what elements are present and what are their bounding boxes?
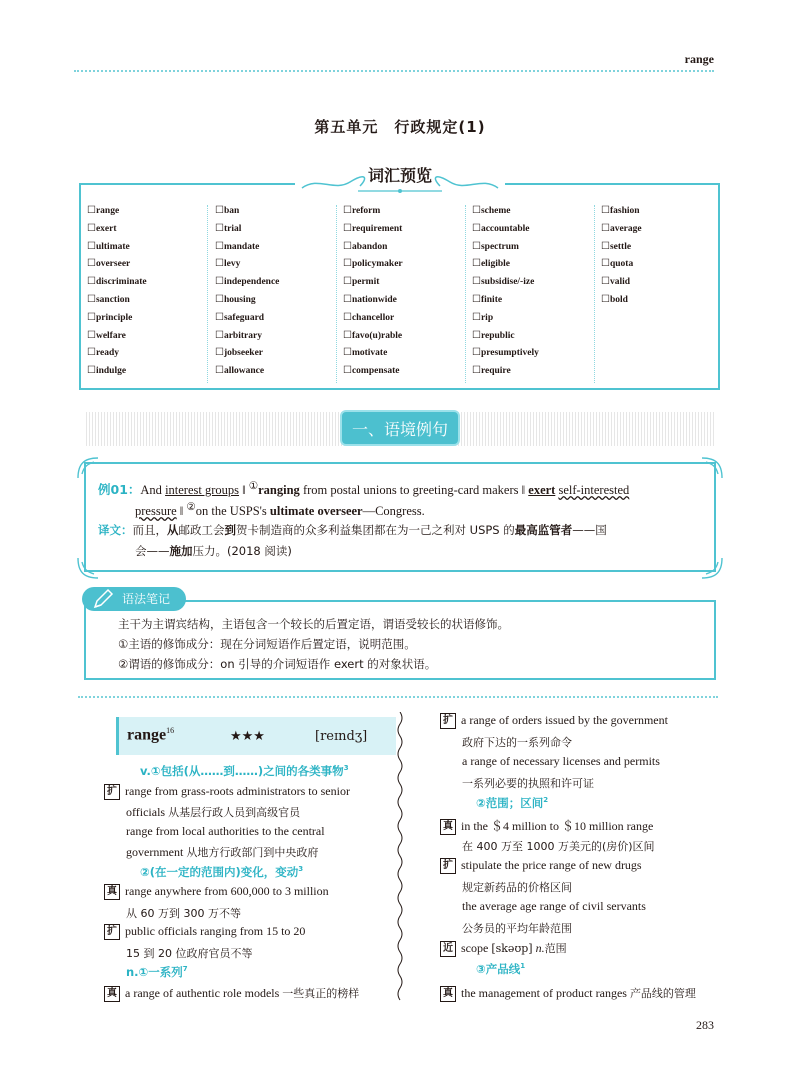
vocab-column-1 — [87, 205, 147, 383]
text: 贺卡制造商的众多利益集团都在为一己之利对 USPS 的 — [236, 523, 515, 537]
vocab-item[interactable]: ☐ republic — [472, 330, 539, 348]
text: stipulate the price range of new drugs — [461, 858, 642, 872]
text: range from grass-roots administrators to senior — [125, 784, 350, 798]
object-phrase-cont: pressure — [135, 504, 177, 519]
object-phrase: self-interested — [558, 483, 630, 498]
text: officials — [126, 805, 169, 819]
vocab-item[interactable]: ☐ mandate — [215, 241, 279, 259]
vocab-item[interactable]: ☐ levy — [215, 258, 279, 276]
text: 从 — [167, 523, 179, 537]
example-line — [104, 924, 305, 940]
example-line — [104, 884, 329, 900]
example-translation: 从 60 万到 300 万不等 — [126, 907, 241, 920]
corner-ornament-icon — [700, 456, 724, 480]
vocab-divider — [207, 205, 208, 383]
sense-heading — [126, 964, 188, 980]
sense-heading — [476, 795, 548, 811]
text: government — [126, 845, 187, 859]
vocab-item[interactable]: ☐ discriminate — [87, 276, 147, 294]
sense-heading — [476, 961, 525, 977]
entry-headword — [127, 726, 174, 744]
vocab-item[interactable]: ☐ abandon — [343, 241, 403, 259]
translation-line-1 — [98, 522, 607, 538]
example-label: 例01： — [98, 482, 141, 498]
text: 范围 — [544, 942, 567, 955]
column-divider — [396, 712, 404, 1004]
vocab-item[interactable]: ☐ indulge — [87, 365, 147, 383]
vocab-item[interactable]: ☐ presumptively — [472, 347, 539, 365]
vocab-item[interactable]: ☐ ban — [215, 205, 279, 223]
vocab-item[interactable]: ☐ settle — [601, 241, 642, 259]
corner-ornament-icon — [76, 456, 100, 480]
text: ‖ — [239, 483, 249, 498]
example-sentence-line-1 — [98, 480, 629, 498]
text: public officials ranging from 15 to 20 — [125, 924, 306, 938]
example-line — [440, 985, 696, 1002]
vocab-item[interactable]: ☐ motivate — [343, 347, 403, 365]
text: ‖ — [176, 504, 187, 519]
unit-title: 第五单元 行政规定(1) — [314, 118, 486, 136]
corner-ornament-icon — [700, 556, 724, 580]
section-title: 一、语境例句 — [340, 410, 460, 446]
vocab-item[interactable]: ☐ policymaker — [343, 258, 403, 276]
synonym-tag: 近 — [440, 941, 456, 957]
example-line: range from local authorities to the central — [126, 824, 325, 838]
header-divider — [74, 70, 714, 72]
translation-line-2 — [135, 543, 292, 559]
section-divider — [78, 696, 718, 698]
vocab-item[interactable]: ☐ favo(u)rable — [343, 330, 403, 348]
running-head-word: range — [684, 52, 714, 66]
vocab-item[interactable]: ☐ principle — [87, 312, 147, 330]
text: n. — [532, 941, 545, 955]
sense-heading — [140, 763, 349, 779]
predicate-exert: exert — [528, 483, 556, 498]
vocab-item[interactable]: ☐ scheme — [472, 205, 539, 223]
marker-2: ② — [186, 502, 196, 513]
text: [skəʊp] — [491, 942, 533, 955]
vocab-item[interactable]: ☐ subsidise/-ize — [472, 276, 539, 294]
text: And — [140, 483, 166, 498]
example-line — [104, 985, 359, 1002]
keyword-ranging: ranging — [258, 483, 300, 498]
example-line — [126, 804, 300, 820]
vocab-item[interactable]: ☐ spectrum — [472, 241, 539, 259]
vocab-item[interactable]: ☐ trial — [215, 223, 279, 241]
vocab-column-3 — [343, 205, 403, 383]
vocab-item[interactable]: ☐ require — [472, 365, 539, 383]
phonetic: [reɪndʒ] — [315, 729, 368, 744]
text: 3 — [343, 764, 349, 773]
vocab-item[interactable]: ☐ arbitrary — [215, 330, 279, 348]
vocab-item[interactable]: ☐ requirement — [343, 223, 403, 241]
vocab-item[interactable]: ☐ bold — [601, 294, 642, 312]
vocab-column-4 — [472, 205, 539, 383]
example-translation: 在 400 万至 1000 万美元的(房价)区间 — [462, 840, 655, 853]
example-line: a range of necessary licenses and permits — [462, 754, 660, 768]
sense-heading — [140, 864, 303, 880]
example-translation: 一系列必要的执照和许可证 — [462, 777, 594, 790]
vocab-item[interactable]: ☐ average — [601, 223, 642, 241]
text: 邮政工会 — [178, 523, 225, 537]
vocab-item[interactable]: ☐ jobseeker — [215, 347, 279, 365]
example-line — [440, 713, 668, 729]
example-line — [440, 817, 653, 835]
vocab-item[interactable]: ☐ exert — [87, 223, 147, 241]
vocab-column-5 — [601, 205, 642, 312]
headword-text: range — [127, 726, 167, 744]
text: ——国 — [572, 523, 607, 537]
example-line: the average age range of civil servants — [462, 899, 646, 913]
extend-tag: 扩 — [104, 784, 120, 800]
text: 压力。(2018 阅读) — [192, 544, 292, 558]
example-line — [440, 858, 642, 874]
vocab-item[interactable]: ☐ quota — [601, 258, 642, 276]
vocab-item[interactable]: ☐ accountable — [472, 223, 539, 241]
example-translation: 公务员的平均年龄范围 — [462, 922, 572, 935]
subject-phrase: interest groups — [165, 483, 240, 498]
text: scope — [461, 941, 492, 955]
vocab-item[interactable]: ☐ rip — [472, 312, 539, 330]
headword-frequency: 16 — [166, 726, 175, 735]
text: 施加 — [169, 544, 193, 558]
corner-ornament-icon — [76, 556, 100, 580]
text: 最高监管者 — [514, 523, 573, 537]
vocab-item[interactable]: ☐ allowance — [215, 365, 279, 383]
vocab-item[interactable]: ☐ permit — [343, 276, 403, 294]
text: 一些真正的榜样 — [282, 987, 360, 1000]
grammar-line: ②谓语的修饰成分：on 引导的介词短语作 exert 的对象状语。 — [118, 657, 437, 671]
vocab-column-2 — [215, 205, 279, 383]
star-rating: ★★★ — [230, 729, 265, 744]
text: 而且， — [132, 523, 167, 537]
vocab-item[interactable]: ☐ nationwide — [343, 294, 403, 312]
extend-tag: 扩 — [440, 858, 456, 874]
page-number: 283 — [696, 1018, 714, 1032]
vocab-item[interactable]: ☐ sanction — [87, 294, 147, 312]
example-translation: 规定新药品的价格区间 — [462, 881, 572, 894]
example-line — [104, 784, 350, 800]
grammar-note-label-text: 语法笔记 — [122, 592, 171, 606]
text: a range of authentic role models — [125, 986, 283, 1000]
vocab-item[interactable]: ☐ welfare — [87, 330, 147, 348]
text: 从基层行政人员到高级官员 — [168, 806, 301, 819]
example-line — [126, 844, 318, 860]
text: the management of product ranges — [461, 986, 630, 1000]
vocab-item[interactable]: ☐ ultimate — [87, 241, 147, 259]
exam-tag: 真 — [104, 986, 120, 1002]
text: v.①包括(从……到……)之间的各类事物 — [140, 764, 344, 778]
translation-label: 译文： — [98, 523, 133, 537]
vocab-item[interactable]: ☐ range — [87, 205, 147, 223]
vocab-item[interactable]: ☐ housing — [215, 294, 279, 312]
text: ②(在一定的范围内)变化，变动 — [140, 865, 299, 879]
text: a range of orders issued by the government — [461, 713, 668, 727]
text: range anywhere from 600,000 to 3 million — [125, 884, 329, 898]
text: ③产品线 — [476, 962, 521, 976]
vocab-item[interactable]: ☐ ready — [87, 347, 147, 365]
text: on the USPS's — [195, 504, 270, 519]
synonym-line — [440, 940, 567, 957]
vocab-item[interactable]: ☐ finite — [472, 294, 539, 312]
text: 1 — [520, 962, 526, 971]
text: 3 — [298, 865, 304, 874]
text: 会—— — [135, 544, 170, 558]
text: n.①一系列 — [126, 965, 183, 979]
text: 产品线的管理 — [629, 987, 696, 1000]
vocab-divider — [465, 205, 466, 383]
exam-tag: 真 — [440, 819, 456, 835]
vocab-item[interactable]: ☐ overseer — [87, 258, 147, 276]
vocab-item[interactable]: ☐ compensate — [343, 365, 403, 383]
text: 7 — [182, 965, 188, 974]
marker-1: ① — [248, 481, 259, 492]
text: 2 — [543, 796, 549, 805]
text: in the ＄4 million to ＄10 million range — [461, 819, 654, 833]
vocab-item[interactable]: ☐ fashion — [601, 205, 642, 223]
example-translation: 15 到 20 位政府官员不等 — [126, 947, 253, 960]
grammar-line: ①主语的修饰成分：现在分词短语作后置定语，说明范围。 — [118, 637, 416, 651]
vocab-item[interactable]: ☐ eligible — [472, 258, 539, 276]
text: ②范围；区间 — [476, 796, 544, 810]
vocab-item[interactable]: ☐ safeguard — [215, 312, 279, 330]
exam-tag: 真 — [104, 884, 120, 900]
example-translation: 政府下达的一系列命令 — [462, 736, 572, 749]
vocab-title: 词汇预览 — [367, 166, 432, 185]
text: 从地方行政部门到中央政府 — [186, 846, 319, 859]
pen-icon — [92, 588, 114, 610]
vocab-divider — [594, 205, 595, 383]
exam-tag: 真 — [440, 986, 456, 1002]
extend-tag: 扩 — [440, 713, 456, 729]
text: from postal unions to greeting-card makers ‖ — [299, 483, 529, 498]
vocab-item[interactable]: ☐ chancellor — [343, 312, 403, 330]
vocab-item[interactable]: ☐ valid — [601, 276, 642, 294]
keyword-ultimate-overseer: ultimate overseer — [269, 504, 363, 519]
vocab-item[interactable]: ☐ independence — [215, 276, 279, 294]
vocab-item[interactable]: ☐ reform — [343, 205, 403, 223]
text: 到 — [224, 523, 236, 537]
vocab-divider — [336, 205, 337, 383]
text: —Congress. — [362, 504, 425, 519]
extend-tag: 扩 — [104, 924, 120, 940]
grammar-line: 主干为主谓宾结构，主语包含一个较长的后置定语，谓语受较长的状语修饰。 — [118, 617, 509, 631]
example-sentence-line-2 — [135, 501, 425, 519]
